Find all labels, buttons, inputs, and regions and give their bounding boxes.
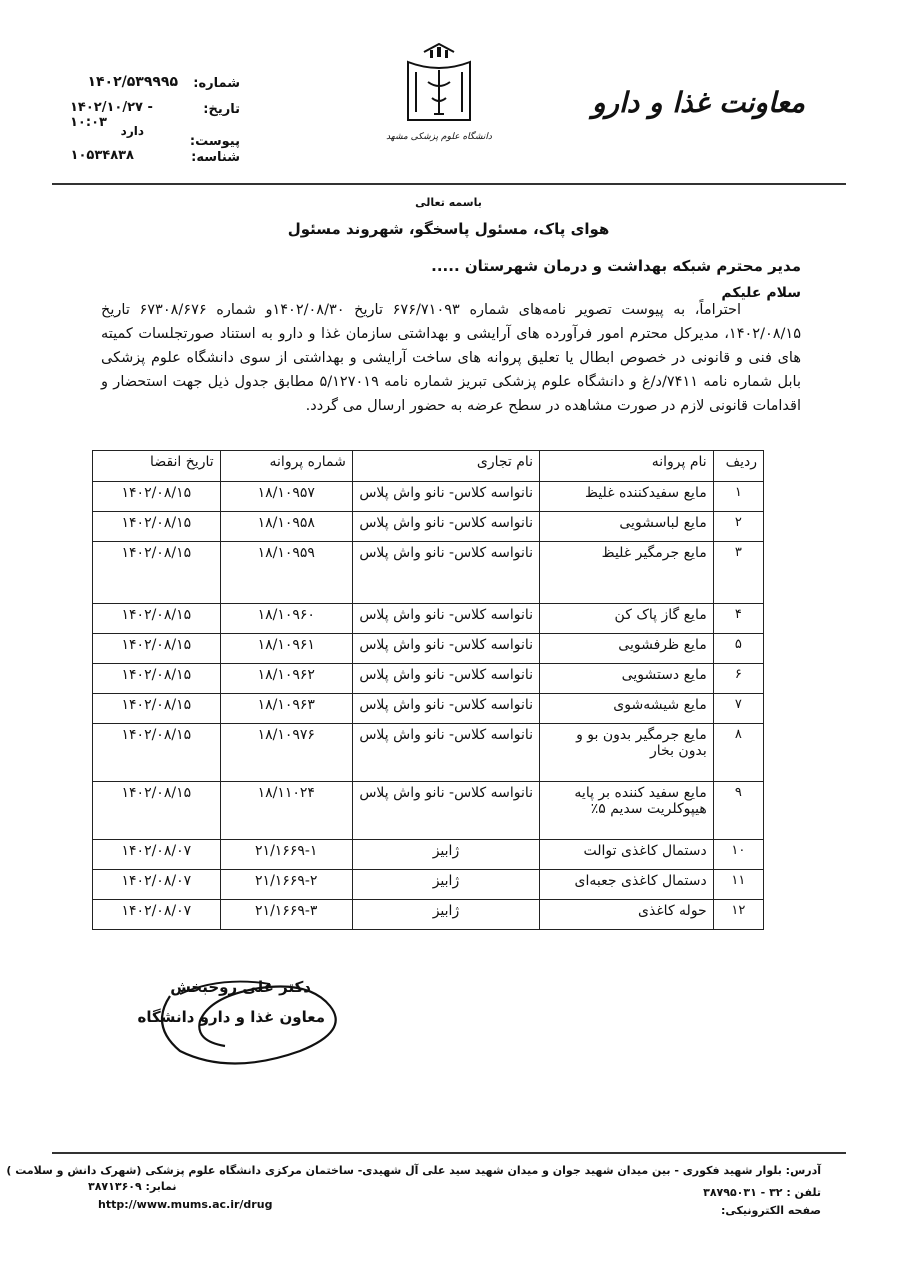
brand-name: نانواسه کلاس- نانو واش پلاس <box>352 694 539 724</box>
expiry-date: ۱۴۰۲/۰۸/۱۵ <box>93 782 221 840</box>
expiry-date: ۱۴۰۲/۰۸/۱۵ <box>93 482 221 512</box>
table-row <box>93 900 764 930</box>
license-number: ۱۸/۱۰۹۵۹ <box>220 542 352 604</box>
expiry-date: ۱۴۰۲/۰۸/۱۵ <box>93 634 221 664</box>
license-number: ۱۸/۱۰۹۵۷ <box>220 482 352 512</box>
footer-divider <box>52 1152 846 1154</box>
row-number: ۱۲ <box>713 900 763 930</box>
license-number: ۱۸/۱۰۹۷۶ <box>220 724 352 782</box>
signatory-title: معاون غذا و دارو دانشگاه <box>137 1008 325 1026</box>
brand-name: نانواسه کلاس- نانو واش پلاس <box>352 604 539 634</box>
license-name: مایع گاز پاک کن <box>540 604 714 634</box>
license-name: مایع سفیدکننده غلیظ <box>540 482 714 512</box>
table-row <box>93 782 764 840</box>
row-number: ۶ <box>713 664 763 694</box>
footer-website-label: صفحه الکترونیکی: <box>721 1204 821 1217</box>
letter-body: احتراماً، به پیوست تصویر نامه‌های شماره ۶۷۶/۷۱۰۹۳ تاریخ ۱۴۰۲/۰۸/۳۰و شماره ۶۷۳۰۸/۶۷۶ تاریخ ۱۴۰۲/۰۸/۱۵، مدیرکل محترم امور فرآورده های آرایشی و بهداشتی سازمان غذا و دارو به استناد صورتجلسات کمیته های فنی و قانونی در خصوص ابطال یا تعلیق پروانه های ساخت آرایشی و بهداشتی از سوی دانشگاه علوم پزشکی بابل شماره نامه ۷۴۱۱/د/غ و دانشگاه علوم پزشکی تبریز شماره نامه ۵/۱۲۷۰۱۹ مطابق جدول ذیل جهت استحضار و اقدامات قانونی لازم در صورت مشاهده در سطح عرضه به حضور ارسال می گردد. <box>101 302 801 414</box>
row-number: ۳ <box>713 542 763 604</box>
number-value: ۱۴۰۲/۵۳۹۹۹۵ <box>87 74 178 90</box>
table-row <box>93 664 764 694</box>
license-name: دستمال کاغذی جعبه‌ای <box>540 870 714 900</box>
row-number: ۲ <box>713 512 763 542</box>
basmala: باسمه تعالی <box>415 196 482 209</box>
table-row <box>93 840 764 870</box>
license-number: ۱۸/۱۱۰۲۴ <box>220 782 352 840</box>
license-name: دستمال کاغذی توالت <box>540 840 714 870</box>
attachment-label: پیوست: <box>189 134 240 149</box>
expiry-date: ۱۴۰۲/۰۸/۱۵ <box>93 694 221 724</box>
expiry-date: ۱۴۰۲/۰۸/۰۷ <box>93 900 221 930</box>
header-row-number: ردیف <box>713 451 763 482</box>
row-number: ۵ <box>713 634 763 664</box>
license-number: ۱۸/۱۰۹۵۸ <box>220 512 352 542</box>
table-row <box>93 542 764 604</box>
header-divider <box>52 183 846 185</box>
brand-name: نانواسه کلاس- نانو واش پلاس <box>352 482 539 512</box>
table-row <box>93 512 764 542</box>
greeting: سلام علیکم <box>721 285 801 301</box>
license-name: مایع دستشویی <box>540 664 714 694</box>
id-label: شناسه: <box>191 150 240 165</box>
letter-meta <box>70 76 240 166</box>
brand-name: نانواسه کلاس- نانو واش پلاس <box>352 542 539 604</box>
header-brand-name: نام تجاری <box>352 451 539 482</box>
table-row <box>93 482 764 512</box>
brand-name: ژابیز <box>352 870 539 900</box>
license-number: ۱۸/۱۰۹۶۳ <box>220 694 352 724</box>
expiry-date: ۱۴۰۲/۰۸/۱۵ <box>93 542 221 604</box>
expiry-date: ۱۴۰۲/۰۸/۱۵ <box>93 724 221 782</box>
table-row <box>93 634 764 664</box>
university-logo-icon <box>398 42 480 160</box>
recipient: مدیر محترم شبکه بهداشت و درمان شهرستان ..... <box>431 257 801 275</box>
attachment-value: دارد <box>120 124 144 138</box>
license-name: مایع ظرفشویی <box>540 634 714 664</box>
expiry-date: ۱۴۰۲/۰۸/۰۷ <box>93 840 221 870</box>
license-name: مایع لباسشویی <box>540 512 714 542</box>
table-row <box>93 724 764 782</box>
brand-name: نانواسه کلاس- نانو واش پلاس <box>352 634 539 664</box>
table-row <box>93 870 764 900</box>
header-license-name: نام پروانه <box>540 451 714 482</box>
motto: هوای پاک، مسئول پاسخگو، شهروند مسئول <box>287 220 610 238</box>
number-label: شماره: <box>193 76 240 91</box>
row-number: ۱۰ <box>713 840 763 870</box>
license-name: مایع جرمگیر بدون بو و بدون بخار <box>540 724 714 782</box>
footer-fax: نمابر: ۳۸۷۱۳۶۰۹ <box>88 1180 177 1193</box>
expiry-date: ۱۴۰۲/۰۸/۰۷ <box>93 870 221 900</box>
license-name: مایع جرمگیر غلیظ <box>540 542 714 604</box>
department-title: معاونت غذا و دارو <box>591 86 805 119</box>
footer-phone: تلفن : ۳۲ - ۳۸۷۹۵۰۳۱ <box>703 1186 821 1199</box>
brand-name: ژابیز <box>352 900 539 930</box>
revoked-licenses-table <box>92 450 764 930</box>
brand-name: نانواسه کلاس- نانو واش پلاس <box>352 724 539 782</box>
table-row <box>93 694 764 724</box>
header-expiry-date: تاریخ انقضا <box>93 451 221 482</box>
license-name: حوله کاغذی <box>540 900 714 930</box>
brand-name: نانواسه کلاس- نانو واش پلاس <box>352 664 539 694</box>
expiry-date: ۱۴۰۲/۰۸/۱۵ <box>93 512 221 542</box>
expiry-date: ۱۴۰۲/۰۸/۱۵ <box>93 604 221 634</box>
table-header-row <box>93 451 764 482</box>
row-number: ۱ <box>713 482 763 512</box>
brand-name: ژابیز <box>352 840 539 870</box>
header-license-number: شماره پروانه <box>220 451 352 482</box>
row-number: ۹ <box>713 782 763 840</box>
date-value: ۱۴۰۲/۱۰/۲۷ - ۱۰:۰۳ <box>70 100 153 130</box>
brand-name: نانواسه کلاس- نانو واش پلاس <box>352 782 539 840</box>
row-number: ۴ <box>713 604 763 634</box>
license-number: ۲۱/۱۶۶۹-۲ <box>220 870 352 900</box>
footer-website-link[interactable]: http://www.mums.ac.ir/drug <box>98 1198 273 1211</box>
id-value: ۱۰۵۳۴۸۳۸ <box>70 148 134 163</box>
row-number: ۷ <box>713 694 763 724</box>
license-name: مایع سفید کننده بر پایه هیپوکلریت سدیم ۵٪ <box>540 782 714 840</box>
license-number: ۱۸/۱۰۹۶۱ <box>220 634 352 664</box>
footer-address: آدرس: بلوار شهید فکوری - بین میدان شهید جوان و میدان شهید سید علی آل شهیدی- ساختمان مرکزی دانشگاه علوم پزشکی (شهرک دانش و سلامت ) <box>6 1164 821 1177</box>
license-number: ۱۸/۱۰۹۶۰ <box>220 604 352 634</box>
date-label: تاریخ: <box>203 102 240 117</box>
row-number: ۱۱ <box>713 870 763 900</box>
brand-name: نانواسه کلاس- نانو واش پلاس <box>352 512 539 542</box>
license-number: ۲۱/۱۶۶۹-۱ <box>220 840 352 870</box>
license-number: ۱۸/۱۰۹۶۲ <box>220 664 352 694</box>
row-number: ۸ <box>713 724 763 782</box>
license-name: مایع شیشه‌شوی <box>540 694 714 724</box>
logo-caption: دانشگاه علوم پزشکی مشهد <box>386 132 492 142</box>
table-row <box>93 604 764 634</box>
signatory-name: دکتر علی روحبخش <box>170 978 311 996</box>
license-number: ۲۱/۱۶۶۹-۳ <box>220 900 352 930</box>
expiry-date: ۱۴۰۲/۰۸/۱۵ <box>93 664 221 694</box>
